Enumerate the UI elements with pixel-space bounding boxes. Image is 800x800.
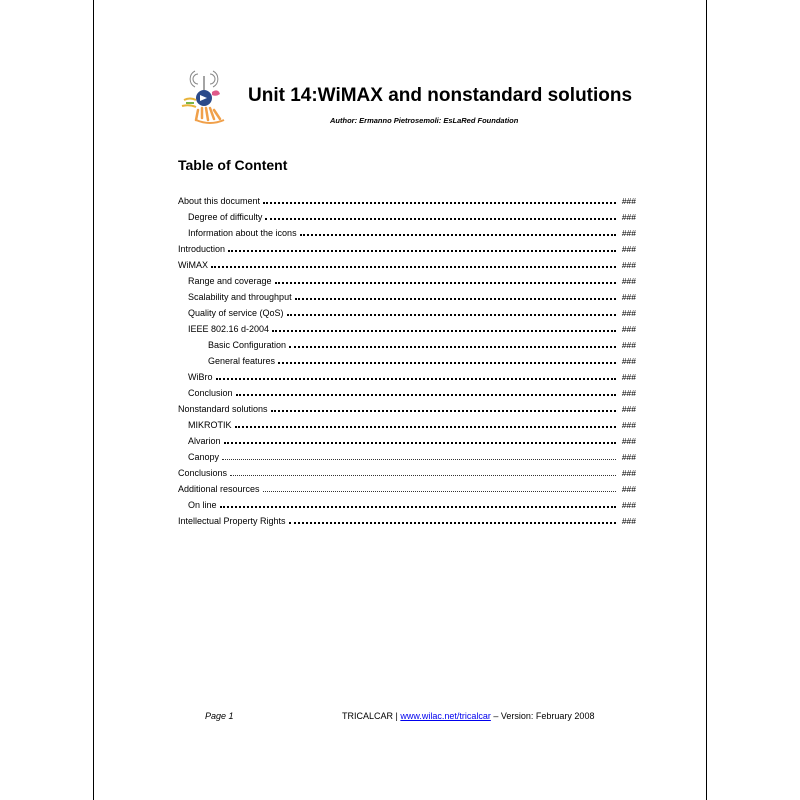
toc-heading: Table of Content (178, 157, 288, 173)
leader-dots (222, 459, 616, 460)
leader-dots (275, 282, 616, 284)
toc-page-number: ### (621, 500, 636, 510)
toc-entry-label: MIKROTIK (188, 420, 232, 430)
toc-entry-basic-configuration[interactable] (178, 337, 636, 353)
toc-page-number: ### (621, 196, 636, 206)
toc-entry-nonstandard-solutions[interactable] (178, 401, 636, 417)
toc-page-number: ### (621, 340, 636, 350)
leader-dots (230, 475, 616, 476)
toc-page-number: ### (621, 228, 636, 238)
leader-dots (295, 298, 616, 300)
table-of-contents (178, 193, 636, 529)
leader-dots (289, 522, 616, 524)
toc-entry-intellectual-property-rights[interactable] (178, 513, 636, 529)
footer-version: – Version: February 2008 (490, 711, 595, 721)
toc-page-number: ### (621, 244, 636, 254)
toc-entry-degree-of-difficulty[interactable] (178, 209, 636, 225)
toc-entry-label: WiBro (188, 372, 213, 382)
toc-entry-label: Alvarion (188, 436, 221, 446)
toc-entry-label: Intellectual Property Rights (178, 516, 286, 526)
toc-entry-ieee-802-16[interactable] (178, 321, 636, 337)
footer-org: TRICALCAR | (342, 711, 401, 721)
toc-entry-conclusions[interactable] (178, 465, 636, 481)
leader-dots (236, 394, 616, 396)
leader-dots (220, 506, 616, 508)
toc-entry-label: Range and coverage (188, 276, 272, 286)
leader-dots (263, 202, 616, 204)
toc-entry-label: Additional resources (178, 484, 260, 494)
toc-entry-label: Canopy (188, 452, 220, 462)
leader-dots (228, 250, 616, 252)
toc-entry-label: IEEE 802.16 d-2004 (188, 324, 270, 334)
toc-entry-label: Degree of difficulty (188, 212, 263, 222)
toc-page-number: ### (621, 292, 636, 302)
toc-entry-wimax[interactable] (178, 257, 636, 273)
toc-page-number: ### (621, 212, 636, 222)
toc-page-number: ### (621, 356, 636, 366)
toc-entry-label: Introduction (178, 244, 226, 254)
footer-link[interactable]: www.wilac.net/tricalcar (400, 711, 491, 721)
leader-dots (289, 346, 616, 348)
toc-entry-introduction[interactable] (178, 241, 636, 257)
author-line: Author: Ermanno Pietrosemoli: EsLaRed Foundation (330, 116, 519, 125)
toc-page-number: ### (621, 276, 636, 286)
toc-page-number: ### (621, 436, 636, 446)
leader-dots (265, 218, 615, 220)
toc-page-number: ### (621, 308, 636, 318)
toc-entry-label: Conclusions (178, 468, 228, 478)
toc-entry-label: On line (188, 500, 217, 510)
toc-page-number: ### (621, 388, 636, 398)
toc-page-number: ### (621, 452, 636, 462)
toc-page-number: ### (621, 324, 636, 334)
leader-dots (271, 410, 616, 412)
toc-entry-label: About this document (178, 196, 261, 206)
leader-dots (287, 314, 616, 316)
toc-page-number: ### (621, 468, 636, 478)
toc-entry-label: Nonstandard solutions (178, 404, 268, 414)
leader-dots (235, 426, 616, 428)
toc-entry-label: Quality of service (QoS) (188, 308, 284, 318)
toc-entry-label: Conclusion (188, 388, 233, 398)
toc-entry-alvarion[interactable] (178, 433, 636, 449)
toc-entry-additional-resources[interactable] (178, 481, 636, 497)
leader-dots (216, 378, 616, 380)
toc-page-number: ### (621, 420, 636, 430)
toc-entry-canopy[interactable] (178, 449, 636, 465)
toc-entry-quality-of-service[interactable] (178, 305, 636, 321)
footer-page-number: Page 1 (205, 711, 234, 721)
toc-entry-range-and-coverage[interactable] (178, 273, 636, 289)
toc-page-number: ### (621, 372, 636, 382)
toc-entry-label: Basic Configuration (208, 340, 287, 350)
toc-entry-label: Scalability and throughput (188, 292, 292, 302)
toc-entry-conclusion[interactable] (178, 385, 636, 401)
leader-dots (211, 266, 616, 268)
toc-entry-scalability-and-throughput[interactable] (178, 289, 636, 305)
toc-entry-wibro[interactable] (178, 369, 636, 385)
toc-entry-general-features[interactable] (178, 353, 636, 369)
toc-entry-label: General features (208, 356, 276, 366)
toc-entry-mikrotik[interactable] (178, 417, 636, 433)
leader-dots (300, 234, 616, 236)
toc-page-number: ### (621, 484, 636, 494)
toc-entry-information-about-the-icons[interactable] (178, 225, 636, 241)
toc-entry-on-line[interactable] (178, 497, 636, 513)
toc-entry-label: Information about the icons (188, 228, 297, 238)
toc-page-number: ### (621, 260, 636, 270)
leader-dots (272, 330, 616, 332)
toc-page-number: ### (621, 404, 636, 414)
toc-entry-label: WiMAX (178, 260, 208, 270)
leader-dots (263, 491, 616, 492)
tricalcar-logo-icon (176, 66, 234, 128)
toc-page-number: ### (621, 516, 636, 526)
leader-dots (224, 442, 616, 444)
footer-info (342, 711, 594, 721)
toc-entry-about-this-document[interactable] (178, 193, 636, 209)
leader-dots (278, 362, 616, 364)
document-title: Unit 14:WiMAX and nonstandard solutions (248, 85, 633, 106)
